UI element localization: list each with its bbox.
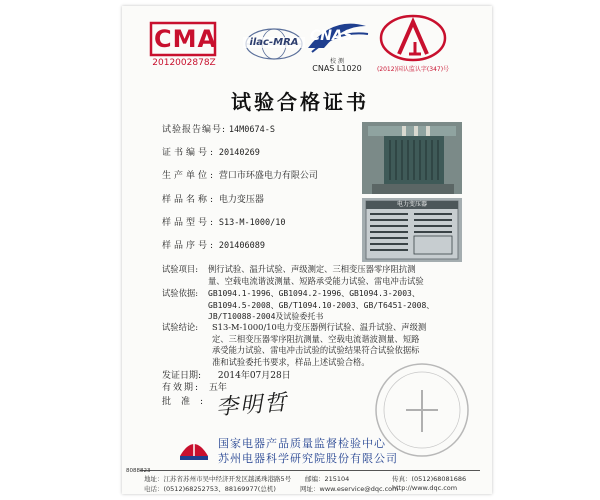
transformer-photo (362, 122, 462, 194)
field-value: 营口市环盛电力有限公司 (218, 171, 318, 181)
nameplate-title: 电力变压器 (396, 201, 427, 208)
test-basis-section (162, 288, 487, 323)
cnas-text: CNAS (310, 28, 353, 44)
conclusion-line: 承受能力试验、雷电冲击试验的试验结果符合试验依据标 (212, 345, 420, 355)
transformer-icon (362, 122, 462, 194)
approval-row (162, 396, 213, 408)
issue-date-row (162, 370, 291, 382)
ilac-mra-text: ilac-MRA (243, 37, 305, 48)
footer-divider (140, 470, 480, 471)
cma-number: 2012002878Z (152, 58, 216, 68)
issue-date-label: 发证日期: (162, 371, 202, 381)
ilac-mra-logo (243, 26, 305, 62)
validity-value: 五年 (208, 383, 227, 393)
footer-email: http://www.dqc.com (392, 484, 458, 492)
cnas-sub-label: 校 测 (330, 58, 344, 65)
field-manufacturer (162, 170, 318, 182)
issue-date-value: 2014年07月28日 (217, 371, 291, 381)
field-value: 20140269 (218, 148, 260, 158)
conclusion-line: 准和试验委托书要求，样品上述试验合格。 (212, 356, 370, 367)
test-items-line: 例行试验、温升试验、声级测定、三相变压器零序阻抗测 (208, 264, 416, 274)
test-items-section (162, 264, 487, 287)
approval-signature: 李明哲 (215, 390, 289, 421)
field-label: 样品型号: (162, 218, 217, 228)
cnas-logo (302, 18, 372, 82)
side-code: 8088823 (126, 468, 151, 474)
test-basis-label: 试验依据: (162, 288, 198, 298)
conclusion-label: 试验结论: (162, 322, 198, 332)
field-report-number (162, 124, 275, 136)
cma-logo-text: CMA (154, 25, 218, 53)
test-items-line: 量、空载电流谐波测量、短路承受能力试验、雷电冲击试验 (208, 275, 424, 286)
field-label: 生产单位: (162, 171, 217, 181)
footer-fax: 传真：(0512)68081686 (392, 475, 467, 483)
field-value: 电力变压器 (218, 195, 264, 205)
test-basis-line: GB1094.5-2008、GB/T1094.10-2003、GB/T6451-2008、 (208, 300, 435, 310)
field-sample-serial (162, 240, 265, 252)
field-value: 20140608​9 (218, 241, 265, 251)
field-label: 试验报告编号: (162, 125, 227, 135)
footer-postcode: 邮编：215104 (305, 475, 350, 483)
org-name-line2: 苏州电器科学研究院股份有限公司 (218, 452, 398, 465)
conclusion-line: 定、三相变压器零序阻抗测量、空载电流谐波测量、短路 (212, 333, 420, 344)
cnas-code: CNAS L1020 (312, 64, 362, 73)
test-basis-line: GB1094.1-1996、GB1094.2-1996、GB1094.3-2003、 (208, 289, 420, 298)
org-emblem-icon (178, 436, 210, 462)
cal-logo (375, 14, 451, 76)
approval-label: 批准: (162, 397, 214, 407)
field-label: 样品名称: (162, 195, 217, 205)
footer-address: 地址：江苏省苏州市吴中经济开发区越溪珠港路5号 (144, 475, 292, 483)
field-label: 样品序号: (162, 241, 217, 251)
test-basis-line: JB/T10088-2004及试验委托书 (208, 312, 324, 321)
footer-website: 网址：www.eservice@dqc.com (300, 485, 399, 493)
org-name-line1: 国家电器产品质量监督检验中心 (218, 437, 386, 450)
field-sample-name (162, 194, 264, 206)
field-value: S13-M-1000/10 (218, 218, 286, 228)
cal-caption: (2012)国认监认字(347)号 (376, 66, 450, 73)
field-value: 14M0674-S (228, 125, 275, 135)
footer-telephone: 电话：(0512)68252753、88169977(总机) (144, 485, 276, 493)
org-logo (178, 436, 210, 462)
cal-logo-mark (375, 14, 451, 64)
field-label: 证书编号: (162, 148, 217, 158)
field-sample-model (162, 217, 285, 229)
certificate-title: 试验合格证书 (231, 90, 369, 114)
conclusion-line: S13-M-1000/10电力变压器例行试验、温升试验、声级测 (212, 322, 427, 332)
test-items-label: 试验项目: (162, 264, 198, 274)
field-certificate-number (162, 147, 260, 159)
cma-logo (148, 20, 218, 72)
nameplate-photo (362, 198, 462, 262)
validity-label: 有效期: (162, 383, 201, 393)
